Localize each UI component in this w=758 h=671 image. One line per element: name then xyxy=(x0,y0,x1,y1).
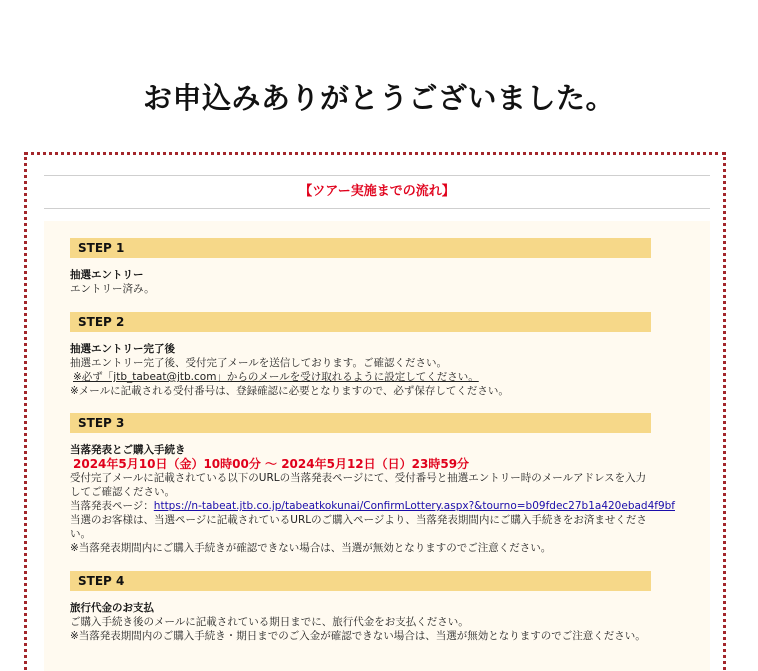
step-4-text: ご購入手続き後のメールに記載されている期日までに、旅行代金をお支払ください。 xyxy=(70,616,469,628)
page-title: お申込みありがとうございました。 xyxy=(142,81,615,115)
step-2-label: STEP 2 xyxy=(70,312,651,332)
lottery-result-link[interactable]: https://n-tabeat.jtb.co.jp/tabeatkokunai/ConfirmLottery.aspx?&tourno=b09fdec27b1a420ebad4f9bf xyxy=(153,500,675,512)
step-1-label: STEP 1 xyxy=(70,238,651,258)
step-3-url-prefix: 当落発表ページ： xyxy=(70,500,154,512)
tour-flow-box xyxy=(24,152,726,671)
step-2 xyxy=(70,312,651,398)
step-2-text: 抽選エントリー完了後、受付完了メールを送信しております。ご確認ください。 xyxy=(70,357,447,369)
step-3-content xyxy=(70,443,675,555)
step-3-note: ※当落発表期間内にご購入手続きが確認できない場合は、当選が無効となりますのでご注意ください。 xyxy=(70,542,552,554)
step-1 xyxy=(70,238,651,296)
step-2-save-note: ※メールに記載される受付番号は、登録確認に必要となりますので、必ず保存してください。 xyxy=(70,385,509,397)
step-3-url-line xyxy=(70,499,675,513)
step-3 xyxy=(70,413,675,555)
step-3-text: 受付完了メールに記載されている以下のURLの当落発表ページにて、受付番号と抽選エントリー時のメールアドレスを入力してご確認ください。 xyxy=(70,472,647,498)
step-2-heading: 抽選エントリー完了後 xyxy=(70,343,175,355)
step-2-email-note: ※必ず「jtb_tabeat@jtb.com」からのメールを受け取れるように設定してください。 xyxy=(73,371,479,383)
step-4-content xyxy=(70,601,651,643)
step-3-purchase-text: 当選のお客様は、当選ページに記載されているURLのご購入ページより、当落発表期間内にご購入手続きをお済ませください。 xyxy=(70,514,647,540)
step-4-heading: 旅行代金のお支払 xyxy=(70,602,154,614)
step-1-heading: 抽選エントリー xyxy=(70,269,144,281)
step-3-date-range: 2024年5月10日（金）10時00分 〜 2024年5月12日（日）23時59分 xyxy=(73,457,470,471)
step-4-note: ※当落発表期間内のご購入手続き・期日までのご入金が確認できない場合は、当選が無効となりますのでご注意ください。 xyxy=(70,630,646,642)
step-3-heading: 当落発表とご購入手続き xyxy=(70,444,186,456)
step-1-content xyxy=(70,268,651,296)
flow-header: 【ツアー実施までの流れ】 xyxy=(44,175,710,209)
step-1-text: エントリー済み。 xyxy=(70,283,155,295)
step-4 xyxy=(70,571,651,643)
step-2-content xyxy=(70,342,651,398)
step-3-label: STEP 3 xyxy=(70,413,651,433)
step-4-label: STEP 4 xyxy=(70,571,651,591)
